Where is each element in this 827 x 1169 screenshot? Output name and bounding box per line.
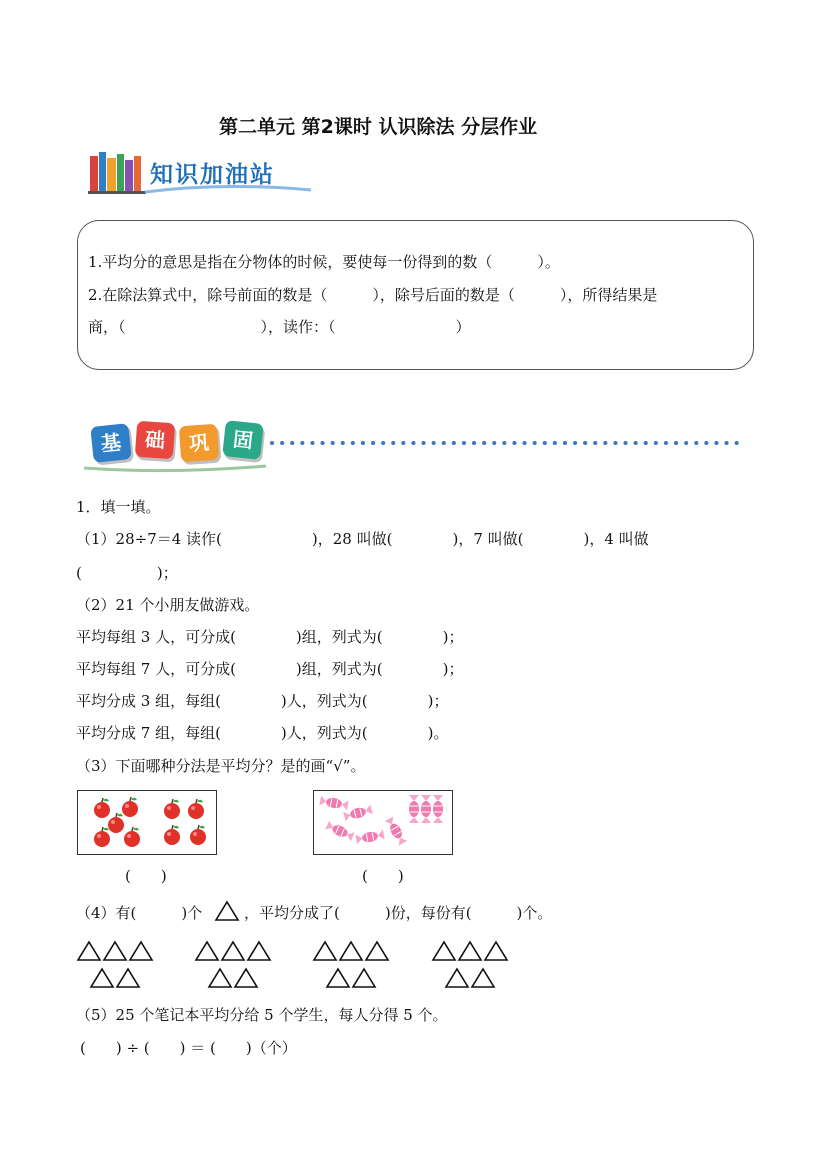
triangle-group-1 xyxy=(78,942,152,987)
basics-banner xyxy=(80,418,750,473)
q1-part3: （3）下面哪种分法是平均分？是的画“√”。 xyxy=(76,757,366,775)
apples-icon xyxy=(78,791,216,854)
apples-picture xyxy=(77,790,217,855)
banner-underline xyxy=(80,462,270,474)
dotted-line xyxy=(270,438,750,448)
q1-part5-equation: ( ) ÷ ( ) ＝ ( )（个） xyxy=(80,1039,297,1057)
q1-part2-row2: 平均每组 7 人，可分成( )组，列式为( )； xyxy=(76,660,464,678)
basics-tile-4: 固 xyxy=(222,420,264,460)
knowledge-line-1: 1.平均分的意思是指在分物体的时候，要使每一份得到的数（ ）。 xyxy=(88,253,560,271)
q1-part5: （5）25 个笔记本平均分给 5 个学生，每人分得 5 个。 xyxy=(76,1006,448,1024)
triangle-group-3 xyxy=(314,942,388,987)
triangle-group-4 xyxy=(433,942,507,987)
knowledge-banner xyxy=(88,150,313,198)
q1-part1-line1: （1）28÷7＝4 读作( )，28 叫做( )，7 叫做( )，4 叫做 xyxy=(76,530,649,548)
books-icon xyxy=(88,150,148,194)
triangle-group-2 xyxy=(196,942,270,987)
candies-picture xyxy=(313,790,453,855)
answer-blank-candies[interactable]: ( ) xyxy=(362,867,404,885)
basics-tile-3: 巩 xyxy=(179,424,219,463)
question-heading: 1．填一填。 xyxy=(76,498,161,516)
q1-part2-row1: 平均每组 3 人，可分成( )组，列式为( )； xyxy=(76,628,464,646)
page-title: 第二单元 第2课时 认识除法 分层作业 xyxy=(219,116,538,138)
q1-part2-row3: 平均分成 3 组，每组( )人，列式为( )； xyxy=(76,692,449,710)
q1-part2-row4: 平均分成 7 组，每组( )人，列式为( )。 xyxy=(76,724,449,742)
basics-tile-2: 础 xyxy=(135,421,175,460)
q1-part2: （2）21 个小朋友做游戏。 xyxy=(76,596,260,614)
answer-blank-apples[interactable]: ( ) xyxy=(125,867,167,885)
q1-part4-prefix: （4）有( )个 xyxy=(76,904,203,922)
basics-tile-1: 基 xyxy=(90,423,132,463)
triangle-icon xyxy=(214,900,240,922)
triangle-groups xyxy=(76,940,536,992)
candies-icon xyxy=(314,791,452,854)
q1-part1-line2: ( )； xyxy=(76,564,178,582)
q1-part4-suffix: ，平均分成了( )份，每份有( )个。 xyxy=(244,904,553,922)
banner-swoosh xyxy=(143,184,313,196)
knowledge-line-2: 2.在除法算式中，除号前面的数是（ ），除号后面的数是（ ），所得结果是 xyxy=(88,286,658,304)
knowledge-banner-label: 知识加油站 xyxy=(150,162,275,188)
knowledge-line-3: 商，（ ），读作：（ ） xyxy=(88,318,471,336)
